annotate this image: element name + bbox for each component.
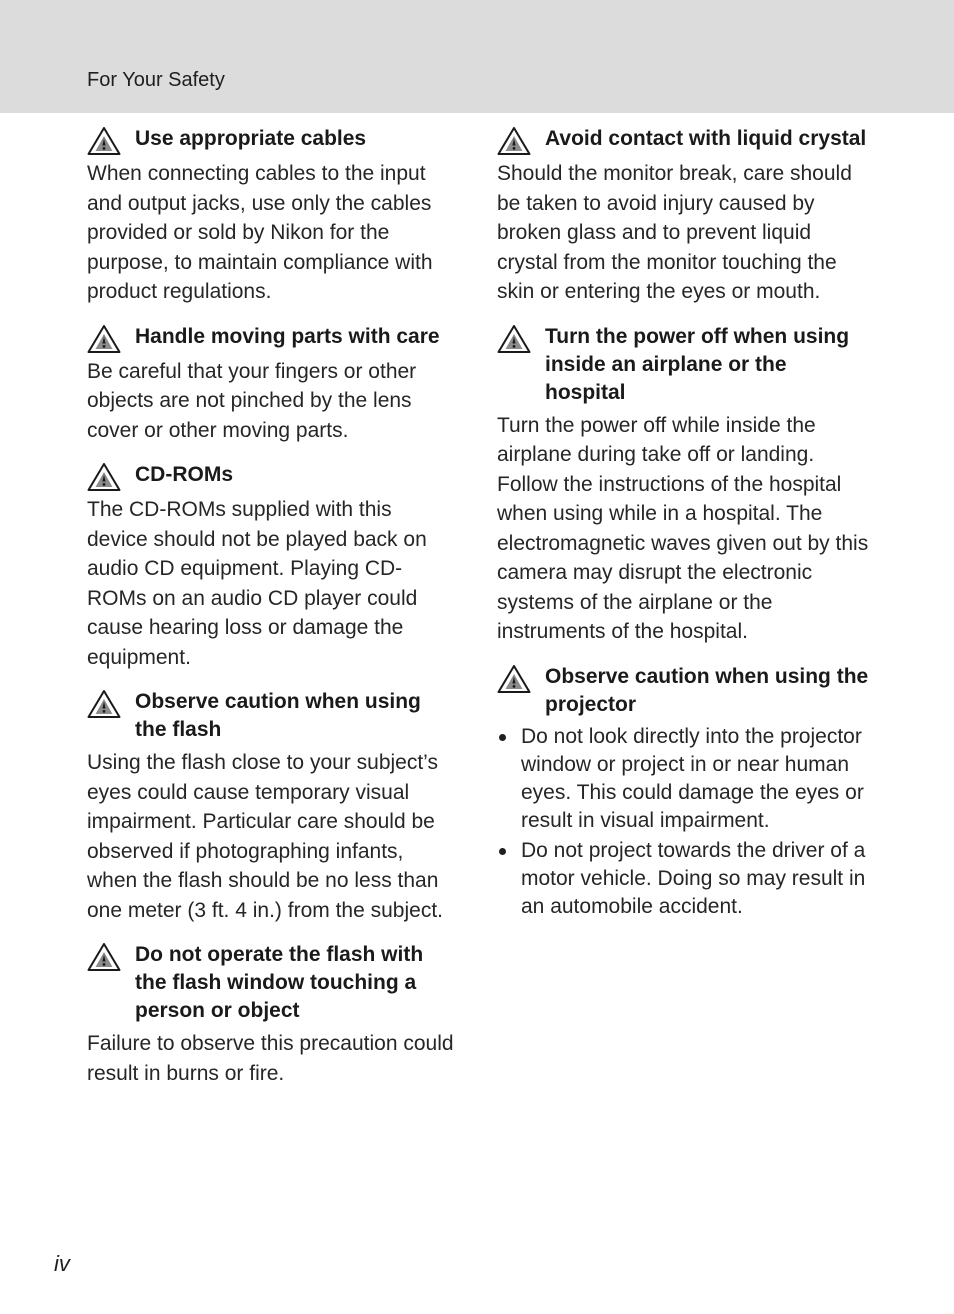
header-band [0,0,954,113]
section-title: Do not operate the flash with the flash window touching a person or object [135,943,424,1022]
list-item-text: Do not look directly into the projector window or project in or near human eyes. This could damage the eyes or result in visual impairment. [521,724,864,832]
section-body: Failure to observe this precaution could result in burns or fire. [87,1032,454,1085]
warning-triangle-icon [87,324,121,354]
left-column [87,125,455,1104]
section-power-off-airplane [497,323,869,647]
section-liquid-crystal [497,125,869,307]
section-body: Be careful that your fingers or other objects are not pinched by the lens cover or other moving parts. [87,359,417,442]
bullet-icon [499,734,506,741]
section-title: CD-ROMs [135,463,233,486]
section-projector-caution [497,663,869,921]
section-title: Turn the power off when using inside an airplane or the hospital [545,324,850,404]
section-appropriate-cables [87,125,455,307]
section-moving-parts [87,323,455,446]
list-item [497,723,869,835]
warning-triangle-icon [87,942,121,972]
bullet-icon [499,848,506,855]
list-item [497,837,869,921]
page-header-title: For Your Safety [87,69,225,91]
section-title: Observe caution when using the projector [545,664,869,716]
warning-triangle-icon [87,462,121,492]
section-flash-window [87,941,455,1088]
list-item-text: Do not project towards the driver of a motor vehicle. Doing so may result in an automobile accident. [521,838,866,918]
section-body: Using the flash close to your subject’s eyes could cause temporary visual impairment. Particular care should be observed if photographing infants, when the flash should be no less than one meter (3 ft. 4 in.) from the subject. [87,751,443,922]
warning-triangle-icon [497,324,531,354]
section-cd-roms [87,461,455,672]
warning-triangle-icon [497,126,531,156]
warning-triangle-icon [497,664,531,694]
warning-triangle-icon [87,126,121,156]
section-title: Observe caution when using the flash [135,690,421,741]
section-title: Use appropriate cables [135,127,367,150]
section-flash-caution [87,688,455,925]
section-body: The CD-ROMs supplied with this device should not be played back on audio CD equipment. Playing CD-ROMs on an audio CD player could cause hearing loss or damage the equipment. [87,498,427,669]
section-title: Handle moving parts with care [135,324,440,348]
bullet-list [497,723,869,921]
section-title: Avoid contact with liquid crystal [545,127,867,150]
section-body: Turn the power off while inside the airplane during take off or landing. Follow the instructions of the hospital when using while in a hospital. The electromagnetic waves given out by this camera may disrupt the electronic systems of the airplane or the instruments of the hospital. [497,413,869,643]
section-body: Should the monitor break, care should be taken to avoid injury caused by broken glass and to prevent liquid crystal from the monitor touching the skin or entering the eyes or mouth. [497,162,852,303]
section-body: When connecting cables to the input and output jacks, use only the cables provided or sold by Nikon for the purpose, to maintain compliance with product regulations. [87,162,433,303]
warning-triangle-icon [87,689,121,719]
page-number: iv [54,1251,70,1276]
right-column [497,125,869,937]
